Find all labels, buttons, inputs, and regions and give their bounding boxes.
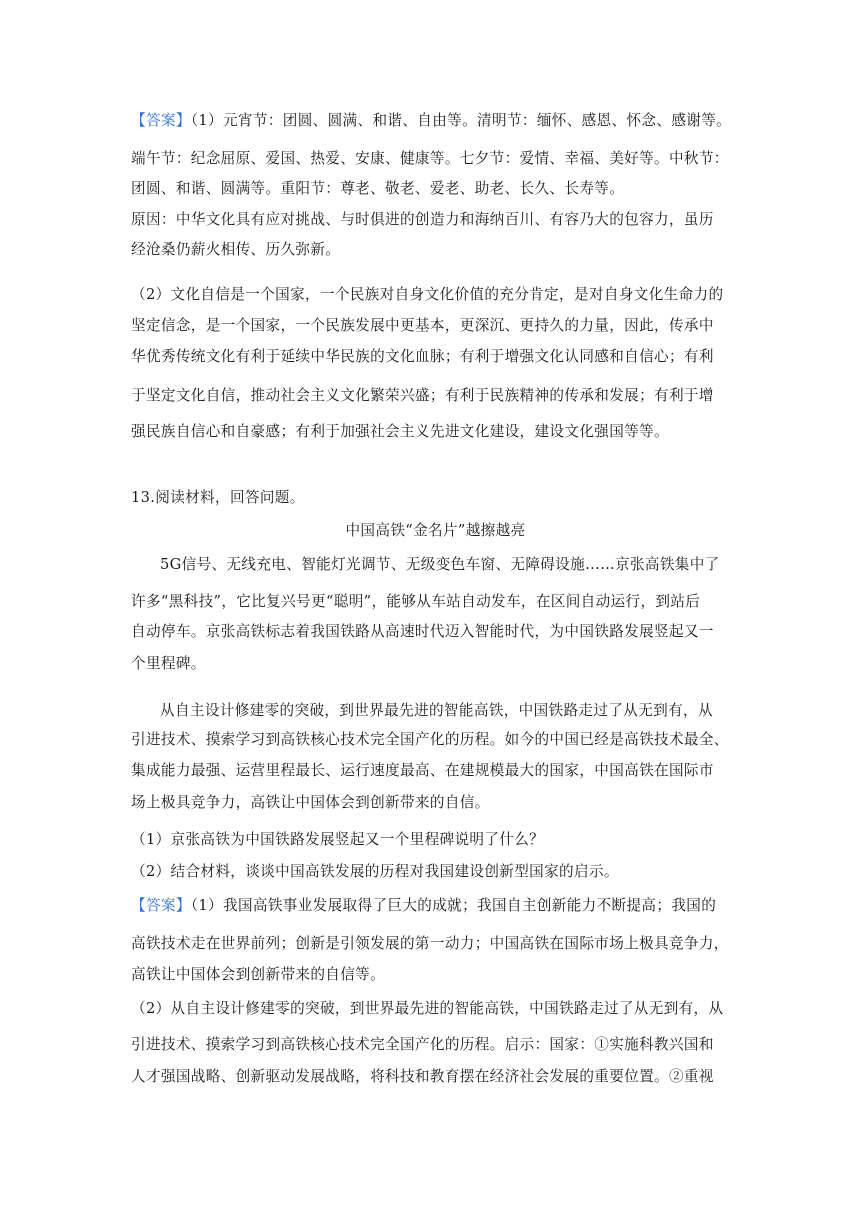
- material-para2-line-1: 从自主设计修建零的突破，到世界最先进的智能高铁，中国铁路走过了从无到有，从: [160, 702, 713, 719]
- material-para1-line-1: 5G信号、无线充电、智能灯光调节、无级变色车窗、无障碍设施……京张高铁集中了: [160, 556, 720, 573]
- q13-answer-line-6: 人才强国战略、创新驱动发展战略，将科技和教育摆在经济社会发展的重要位置。②重视: [131, 1068, 714, 1085]
- material-para1-line-3: 自动停车。京张高铁标志着我国铁路从高速时代迈入智能时代，为中国铁路发展竖起又一: [131, 623, 714, 640]
- q13-heading: 13.阅读材料，回答问题。: [131, 489, 305, 506]
- q13-answer-line-4: （2）从自主设计修建零的突破，到世界最先进的智能高铁，中国铁路走过了从无到有，从: [131, 1000, 724, 1017]
- question-1: （1）京张高铁为中国铁路发展竖起又一个里程碑说明了什么？: [131, 831, 545, 848]
- answer-tag: 【答案】: [131, 112, 191, 129]
- material-para1-line-2: 许多“黑科技”，它比复兴号更“聪明”，能够从车站自动发车，在区间自动运行，到站后: [131, 593, 701, 610]
- material-para2-line-2: 引进技术、摸索学习到高铁核心技术完全国产化的历程。如今的中国已经是高铁技术最全、: [131, 731, 729, 748]
- material-para1-line-4: 个里程碑。: [131, 655, 206, 672]
- q12-answer-line-7: 坚定信念，是一个国家，一个民族发展中更基本，更深沉、更持久的力量，因此，传承中: [131, 317, 714, 334]
- material-para2-line-3: 集成能力最强、运营里程最长、运行速度最高、在建规模最大的国家，中国高铁在国际市: [131, 762, 714, 779]
- q13-answer-line-3: 高铁让中国体会到创新带来的自信等。: [131, 966, 386, 983]
- answer-tag: 【答案】: [131, 897, 191, 914]
- q12-answer-line-2: 端午节：纪念屈原、爱国、热爱、安康、健康等。七夕节：爱情、幸福、美好等。中秋节：: [131, 150, 729, 167]
- q12-answer-line-10: 强民族自信心和自豪感；有利于加强社会主义先进文化建设，建设文化强国等等。: [131, 423, 669, 440]
- q12-answer-line-6: （2）文化自信是一个国家，一个民族对自身文化价值的充分肯定，是对自身文化生命力的: [131, 286, 724, 303]
- q13-answer-line-5: 引进技术、摸索学习到高铁核心技术完全国产化的历程。启示：国家：①实施科教兴国和: [131, 1036, 714, 1053]
- q12-answer-line-1: [131, 111, 740, 131]
- q12-answer-line-3: 团圆、和谐、圆满等。重阳节：尊老、敬老、爱老、助老、长久、长寿等。: [131, 180, 625, 197]
- q12-answer-line-5: 经沧桑仍薪火相传、历久弥新。: [131, 241, 341, 258]
- q13-answer-text: （1）我国高铁事业发展取得了巨大的成就；我国自主创新能力不断提高；我国的: [190, 897, 717, 914]
- q12-answer-line-4: 原因：中华文化具有应对挑战、与时俱进的创造力和海纳百川、有容乃大的包容力，虽历: [131, 211, 714, 228]
- question-2: （2）结合材料，谈谈中国高铁发展的历程对我国建设创新型国家的启示。: [131, 863, 619, 880]
- q13-answer-line-2: 高铁技术走在世界前列；创新是引领发展的第一动力；中国高铁在国际市场上极具竞争力，: [131, 935, 729, 952]
- q12-answer-line-8: 华优秀传统文化有利于延续中华民族的文化血脉；有利于增强文化认同感和自信心；有利: [131, 348, 714, 365]
- material-para2-line-4: 场上极具竞争力，高铁让中国体会到创新带来的自信。: [131, 794, 490, 811]
- q12-answer-line-9: 于坚定文化自信，推动社会主义文化繁荣兴盛；有利于民族精神的传承和发展；有利于增: [131, 387, 714, 404]
- q12-answer-text: （1）元宵节：团圆、圆满、和谐、自由等。清明节：缅怀、感恩、怀念、感谢等。: [190, 112, 732, 129]
- q13-answer-line-1: [131, 896, 740, 916]
- material-title: 中国高铁“金名片”越擦越亮: [345, 522, 526, 539]
